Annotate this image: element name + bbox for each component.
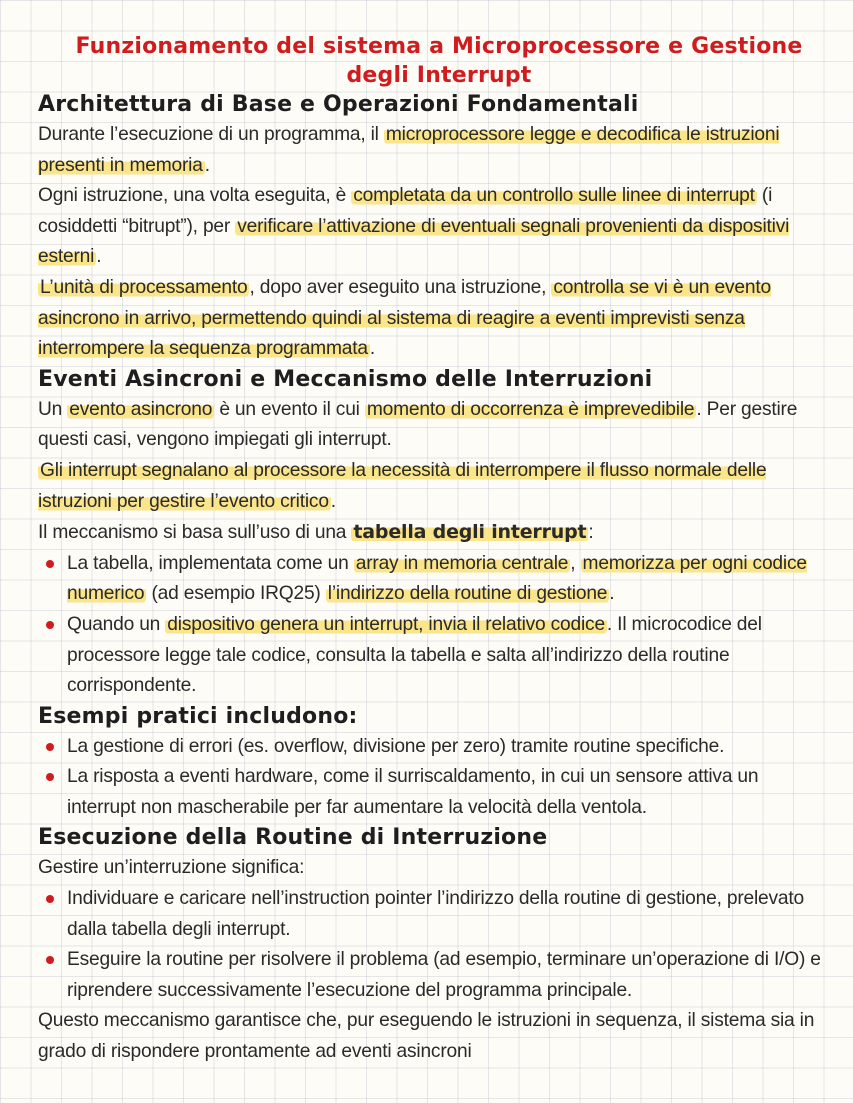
paragraph: Gli interrupt segnalano al processore la necessità di interrompere il flusso normale delle istruzioni per gestire l’evento critico .: [38, 459, 767, 512]
bold-highlight: tabella degli interrupt: [353, 521, 587, 544]
paragraph: Questo meccanismo garantisce che, pur eseguendo le istruzioni in sequenza, il sistema sia in grado di rispondere prontamente ad eventi asincroni: [38, 1010, 815, 1063]
paragraph: Un evento asincrono è un evento il cui momento di occorrenza è imprevedibile . Per gestire questi casi, vengono impiegati gli interrupt.: [38, 398, 798, 451]
highlight: completata da un controllo sulle linee di interrupt: [353, 185, 755, 207]
highlight: array in memoria centrale: [355, 552, 569, 574]
list-item: La risposta a eventi hardware, come il surriscaldamento, in cui un sensore attiva un interrupt non mascherabile per far aumentare la velocità della ventola.: [67, 762, 828, 823]
bullet-list: [38, 732, 828, 824]
page-title: Funzionamento del sistema a Microprocessore e Gestione degli Interrupt: [75, 34, 803, 88]
paragraph: Durante l’esecuzione di un programma, il microprocessore legge e decodifica le istruzioni presenti in memoria .: [38, 124, 780, 176]
section-heading-architettura: Architettura di Base e Operazioni Fondamentali: [38, 92, 639, 117]
document: [38, 32, 828, 1068]
list-item: Eseguire la routine per risolvere il problema (ad esempio, terminare un’operazione di I/O) e riprendere successivamente l’esecuzione del programma principale.: [67, 945, 828, 1006]
highlight: L’unità di processamento: [40, 276, 248, 298]
list-item: La tabella, implementata come un array in memoria centrale , memorizza per ogni codice numerico (ad esempio IRQ25) l’indirizzo della routine di gestione .: [67, 549, 828, 610]
section-heading-esecuzione: Esecuzione della Routine di Interruzione: [38, 825, 548, 851]
highlight: dispositivo genera un interrupt, invia il relativo codice: [167, 613, 605, 635]
bullet-list: [38, 549, 828, 702]
list-item: La gestione di errori (es. overflow, divisione per zero) tramite routine specifiche.: [67, 732, 828, 763]
highlight: controlla se vi è un evento asincrono in arrivo, permettendo quindi al sistema di reagire a eventi imprevisti senza interrompere la sequenza programmata: [38, 276, 771, 360]
section-heading-esempi: Esempi pratici includono:: [38, 703, 358, 729]
list-item: Quando un dispositivo genera un interrupt, invia il relativo codice . Il microcodice del processore legge tale codice, consulta la tabella e salta all’indirizzo della routine corrispondente.: [67, 610, 828, 702]
highlight: l’indirizzo della routine di gestione: [327, 583, 608, 605]
paragraph: Ogni istruzione, una volta eseguita, è completata da un controllo sulle linee di interrupt (i cosiddetti “bitrupt”), per verificare l’attivazione di eventuali segnali provenienti da dispositivi esterni .: [38, 185, 790, 268]
list-item: Individuare e caricare nell’instruction pointer l’indirizzo della routine di gestione, prelevato dalla tabella degli interrupt.: [67, 884, 828, 945]
highlight: Gli interrupt segnalano al processore la necessità di interrompere il flusso normale delle istruzioni per gestire l’evento critico: [38, 459, 767, 512]
highlight: verificare l’attivazione di eventuali segnali provenienti da dispositivi esterni: [38, 215, 790, 268]
highlight: evento asincrono: [69, 398, 213, 420]
paragraph: Il meccanismo si basa sull’uso di una tabella degli interrupt :: [38, 521, 594, 544]
highlight: momento di occorrenza è imprevedibile: [366, 398, 695, 420]
bullet-list: [38, 884, 828, 1006]
section-heading-eventi: Eventi Asincroni e Meccanismo delle Interruzioni: [38, 366, 653, 392]
highlight: memorizza per ogni codice numerico: [67, 552, 807, 605]
paragraph: Gestire un’interruzione significa:: [38, 857, 305, 879]
paragraph: L’unità di processamento , dopo aver eseguito una istruzione, controlla se vi è un evento asincrono in arrivo, permettendo quindi al sistema di reagire a eventi imprevisti senza interrompere la sequenza programmata .: [38, 276, 771, 360]
highlight: microprocessore legge e decodifica le istruzioni presenti in memoria: [38, 124, 780, 176]
